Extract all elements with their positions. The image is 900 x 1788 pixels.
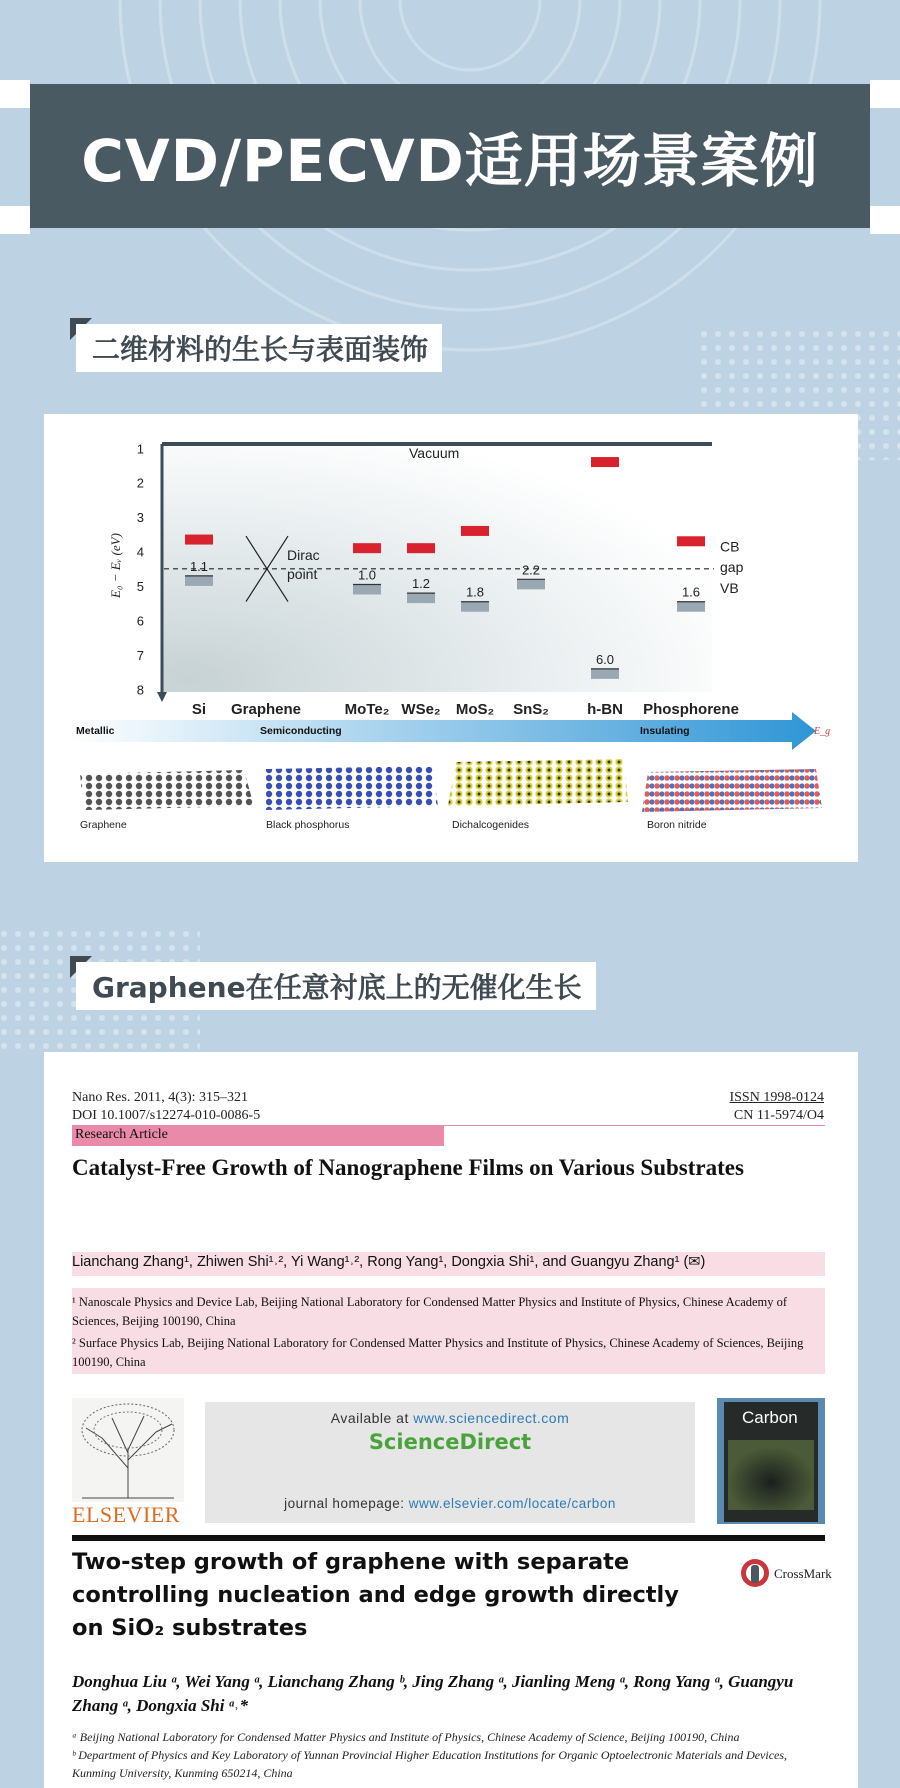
elsevier-logo-text: ELSEVIER (72, 1502, 180, 1527)
cb-band-4 (461, 526, 489, 536)
vb-band-0 (185, 576, 213, 586)
vacuum-label: Vacuum (409, 445, 460, 461)
structure-label-graphene: Graphene (80, 819, 127, 831)
sciencedirect-brand: ScienceDirect (368, 1430, 532, 1454)
gap-label-5: 2.2 (521, 562, 541, 578)
homepage-link[interactable]: www.elsevier.com/locate/carbon (408, 1496, 616, 1511)
crossmark-label[interactable]: CrossMark (774, 1566, 832, 1581)
available-prefix: Available at (330, 1410, 414, 1426)
paper1-affiliation-2: ² Surface Physics Lab, Beijing National Laboratory for Condensed Matter Physics and Institute of Physics, Chinese Academy of Sciences, Beijing 100190, China (72, 1336, 804, 1369)
journal-name: Carbon (742, 1408, 798, 1427)
paper1-cn: CN 11-5974/O4 (733, 1108, 824, 1123)
vb-band-7 (677, 602, 705, 612)
category-label: Si (191, 701, 207, 718)
spectrum-metallic: Metallic (76, 725, 115, 737)
category-label: Phosphorene (643, 701, 739, 718)
gap-label-2: 1.0 (357, 567, 377, 583)
crossmark-icon[interactable] (740, 1557, 770, 1589)
sciencedirect-link[interactable]: www.sciencedirect.com (413, 1410, 570, 1426)
cb-band-6 (591, 457, 619, 467)
paper1-authors: Lianchang Zhang¹, Zhiwen Shi¹˒², Yi Wang¹˒², Rong Yang¹, Dongxia Shi¹, and Guangyu Zhang¹ (✉) (72, 1254, 706, 1270)
y-tick-label: 3 (136, 510, 144, 526)
paper1-issn: ISSN 1998-0124 (729, 1090, 824, 1105)
category-label: WSe₂ (401, 701, 441, 718)
structure-label-dichalcogenides: Dichalcogenides (452, 819, 530, 831)
paper2-rule (72, 1535, 825, 1541)
spectrum-insulating: Insulating (640, 725, 690, 737)
y-axis-label: E₀ − Eᵥ (eV) (108, 533, 123, 598)
vb-band-5 (517, 579, 545, 589)
sciencedirect-box (205, 1402, 695, 1523)
spectrum-semiconducting: Semiconducting (260, 725, 342, 737)
page-title: CVD/PECVD适用场景案例 (81, 127, 819, 195)
dichalcogenide-lattice (448, 759, 628, 806)
available-at (205, 1410, 695, 1426)
category-label: MoTe₂ (344, 701, 390, 718)
gap-label-7: 1.6 (681, 584, 701, 600)
gap-label-6: 6.0 (595, 651, 615, 667)
boron-nitride-lattice (642, 769, 822, 812)
journal-homepage (205, 1496, 695, 1511)
y-tick-label: 7 (136, 647, 144, 663)
lattice-structures (80, 759, 822, 831)
y-axis-arrow (157, 692, 167, 702)
elsevier-tree-logo (72, 1398, 184, 1502)
legend-cb: CB (720, 538, 740, 555)
banner-tab-left-top (0, 80, 30, 108)
homepage-prefix: journal homepage: (284, 1496, 409, 1511)
graphene-lattice (80, 770, 254, 810)
y-tick-label: 4 (136, 544, 144, 560)
category-label: MoS₂ (455, 701, 495, 718)
structure-label-boron-nitride: Boron nitride (647, 819, 707, 831)
band-alignment-chart (44, 414, 858, 862)
paper1-title: Catalyst-Free Growth of Nanographene Films on Various Substrates (72, 1155, 744, 1180)
category-label: Graphene (230, 701, 302, 718)
dirac-label-1: Dirac (287, 547, 320, 564)
cb-band-7 (677, 536, 705, 546)
vb-band-4 (461, 602, 489, 612)
y-tick-label: 8 (136, 682, 144, 698)
gap-label-4: 1.8 (465, 584, 485, 600)
gap-label-3: 1.2 (411, 576, 431, 592)
paper2-affiliation-b: ᵇ Department of Physics and Key Laboratory of Yunnan Provincial Higher Education Institutions for Organic Optoelectronic Materials and Devices, Kunming University, Kunming 650214, China (72, 1748, 788, 1780)
banner-tab-left-bottom (0, 206, 30, 234)
gap-label-0: 1.1 (189, 558, 209, 574)
y-tick-label: 6 (136, 613, 144, 629)
legend-vb: VB (720, 579, 739, 596)
section-label-2d-materials: 二维材料的生长与表面装饰 (76, 324, 442, 372)
banner-tab-right-bottom (870, 206, 900, 234)
paper2-authors: Donghua Liu ᵃ, Wei Yang ᵃ, Lianchang Zhang ᵇ, Jing Zhang ᵃ, Jianling Meng ᵃ, Rong Yang ᵃ, Guangyu Zhang ᵃ, Dongxia Shi ᵃ˒* (72, 1672, 794, 1715)
article-type: Research Article (75, 1127, 168, 1142)
band-chart-card (44, 414, 858, 862)
black-phosphorus-lattice (266, 766, 438, 810)
section-label-graphene-growth: Graphene在任意衬底上的无催化生长 (76, 962, 596, 1010)
y-tick-label: 1 (136, 441, 144, 457)
vb-band-2 (353, 585, 381, 595)
category-label: h-BN (587, 701, 623, 718)
banner-tab-right-top (870, 80, 900, 108)
paper1-doi: DOI 10.1007/s12274-010-0086-5 (72, 1108, 261, 1123)
category-label: SnS₂ (513, 701, 549, 718)
spectrum-axis-label: E_g (814, 726, 831, 737)
legend-gap: gap (720, 559, 744, 576)
cb-band-0 (185, 535, 213, 545)
cb-band-2 (353, 543, 381, 553)
cb-band-3 (407, 543, 435, 553)
paper1-journal-line: Nano Res. 2011, 4(3): 315–321 (72, 1090, 249, 1105)
y-tick-label: 5 (136, 579, 144, 595)
vb-band-6 (591, 669, 619, 679)
plot-background (162, 444, 712, 692)
paper2-title: Two-step growth of graphene with separate controlling nucleation and edge growth directly on SiO₂ substrates (72, 1549, 679, 1641)
dirac-label-2: point (287, 566, 318, 583)
paper2-affiliation-a: ᵃ Beijing National Laboratory for Condensed Matter Physics and Institute of Physics, Chinese Academy of Science, Beijing 100190, China (72, 1730, 740, 1744)
vb-band-3 (407, 593, 435, 603)
y-tick-label: 2 (136, 475, 144, 491)
structure-label-black-phosphorus: Black phosphorus (266, 819, 350, 831)
paper1-affiliation-1: ¹ Nanoscale Physics and Device Lab, Beijing National Laboratory for Condensed Matter Physics and Institute of Physics, Chinese Academy of Sciences, Beijing 100190, China (72, 1295, 788, 1328)
